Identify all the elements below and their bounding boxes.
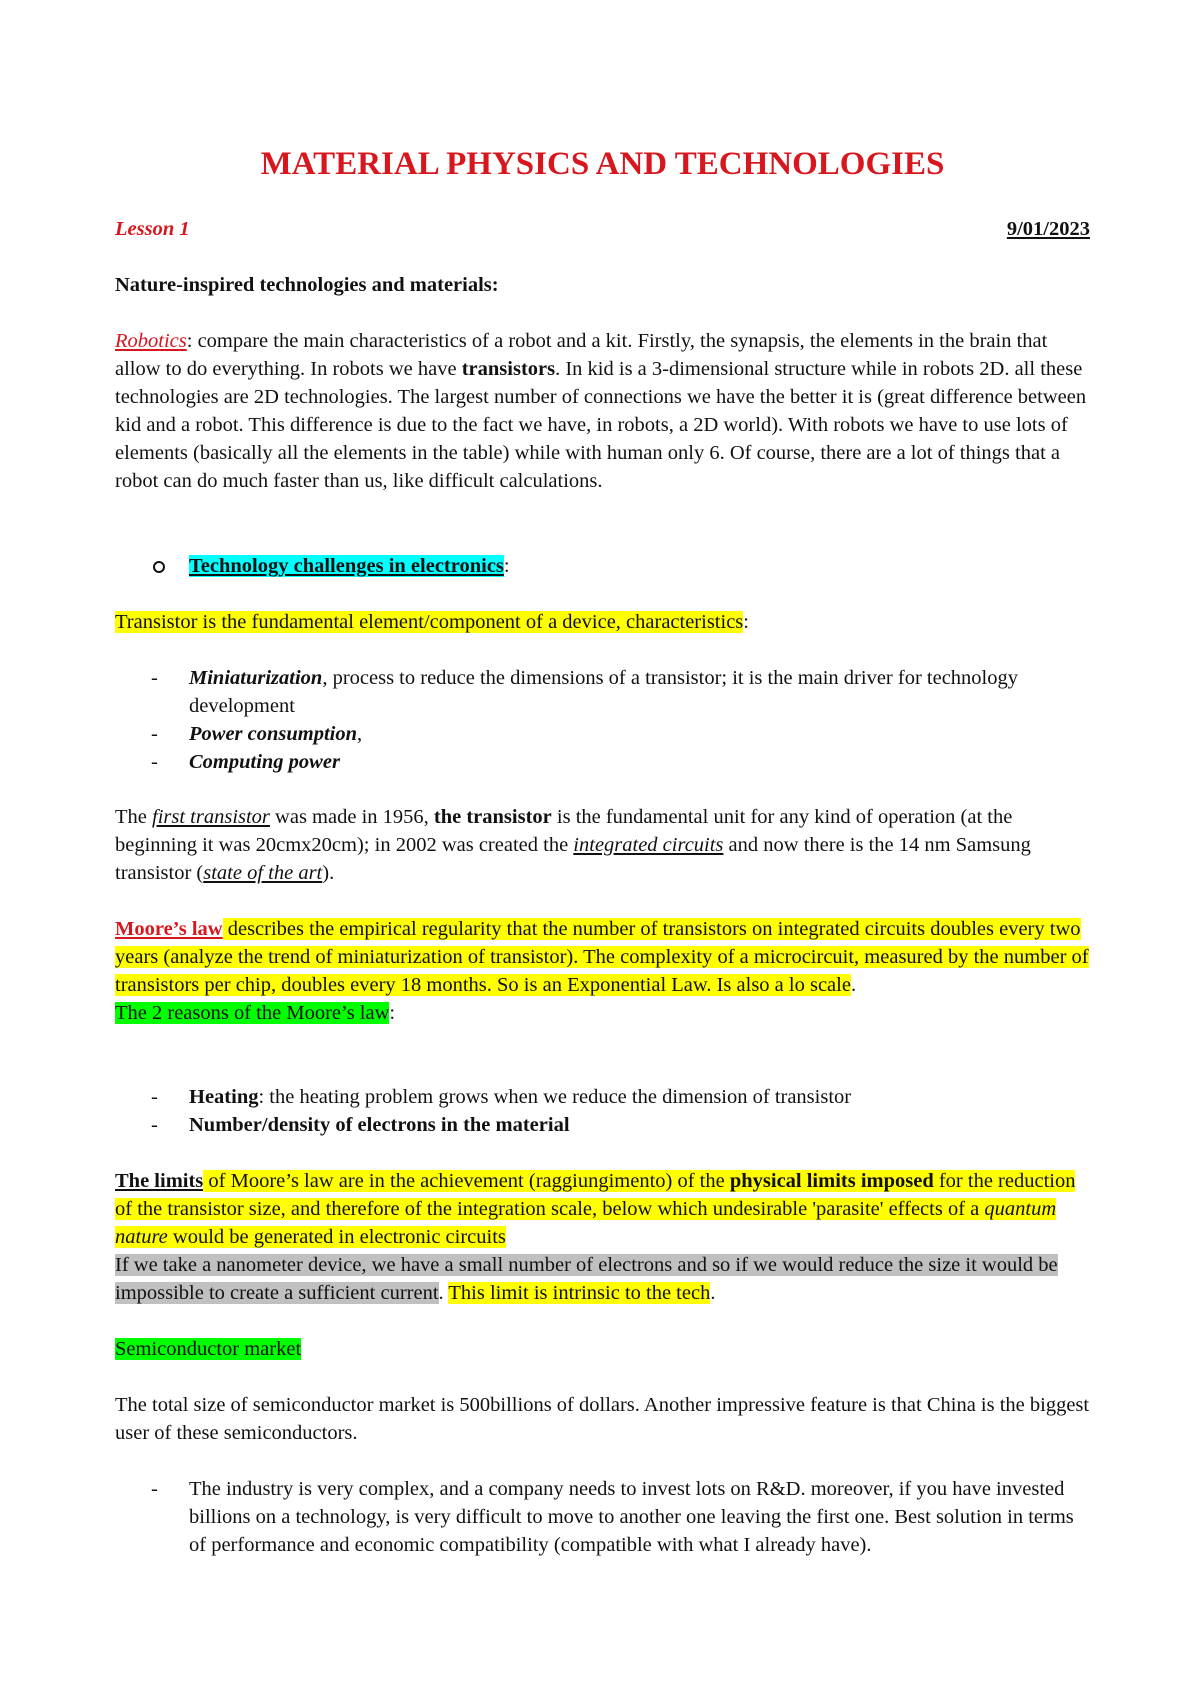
transistor-intro-text: Transistor is the fundamental element/component of a device, characteristics [115, 611, 744, 633]
dash-bullet: - [151, 667, 158, 689]
text: was made in 1956, [269, 806, 434, 828]
first-transistor-term: first transistor [152, 806, 270, 828]
list-item [115, 748, 1090, 776]
moore-term: Moore’s law [115, 918, 223, 940]
item-bold: Number/density of electrons in the material [189, 1114, 570, 1136]
robotics-text-1: : compare the main characteristics of a robot and a kit. Firstly, the synapsis, the elements in the brain that allow to do everything. In robots we have [115, 330, 1048, 380]
lesson-label: Lesson 1 [115, 218, 190, 240]
list-item [115, 664, 1090, 720]
tech-challenges-item [115, 552, 1090, 580]
item-text: , process to reduce the dimensions of a transistor; it is the main driver for technology development [189, 667, 1019, 717]
semiconductor-heading [115, 1335, 1090, 1363]
lesson-date: 9/01/2023 [1006, 218, 1090, 240]
text: The total size of semiconductor market is 500billions of dollars. Another impressive feature is that China is the biggest user of these semiconductors. [115, 1394, 1090, 1444]
dash-bullet: - [151, 1478, 158, 1500]
item-text: The industry is very complex, and a company needs to invest lots on R&D. moreover, if you have invested billions on a technology, is very difficult to move to another one leaving the first one. Best solution in terms of performance and economic compatibility (compatible with what I already have). [189, 1478, 1074, 1556]
text: for the reduction of the transistor size, and therefore of the integration scale, below which undesirable 'parasite' effects of a [115, 1170, 1076, 1220]
list-item [115, 1083, 1090, 1111]
text: is the fundamental unit for any kind of operation (at the beginning it was 20cmx20cm); in 2002 was created the [115, 806, 1013, 856]
text: : [389, 1002, 396, 1024]
item-bold: Miniaturization [189, 667, 323, 689]
text: The [115, 806, 152, 828]
item-text: , [357, 723, 363, 745]
circle-bullet-icon [153, 561, 165, 573]
dash-bullet: - [151, 723, 158, 745]
quantum-nature-term: quantum nature [115, 1198, 1057, 1248]
transistor-intro [115, 608, 1090, 636]
list-item [115, 1475, 1090, 1559]
semiconductor-paragraph [115, 1391, 1090, 1447]
industry-list [115, 1475, 1090, 1559]
item-text: : the heating problem grows when we reduce the dimension of transistor [258, 1086, 852, 1108]
item-bold: Heating [189, 1086, 259, 1108]
heading-text: Semiconductor market [115, 1338, 302, 1360]
bold-term: the transistor [433, 806, 552, 828]
tech-challenges-label: Technology challenges in electronics [189, 555, 504, 577]
bold-term: physical limits imposed [729, 1170, 934, 1192]
robotics-text-2: . In kid is a 3-dimensional structure while in robots 2D. all these technologies are 2D technologies. The largest number of connections we have the better it is (great difference between kid and a robot. This difference is due to the fact we have, in robots, a 2D world). With robots we have to use lots of elements (basically all the elements in the table) while with human only 6. Of course, there are a lot of things that a robot can do much faster than us, like difficult calculations. [115, 358, 1087, 492]
lesson-header [115, 215, 1090, 243]
item-bold: Computing power [189, 751, 340, 773]
characteristics-list [115, 664, 1090, 776]
text: . [710, 1282, 716, 1304]
state-of-art-term: state of the art [203, 862, 323, 884]
document-title: MATERIAL PHYSICS AND TECHNOLOGIES [260, 146, 945, 182]
limits-term: The limits [115, 1170, 204, 1192]
dash-bullet: - [151, 1114, 158, 1136]
reasons-list [115, 1083, 1090, 1139]
tech-challenges-colon: : [503, 555, 510, 577]
integrated-circuits-term: integrated circuits [573, 834, 724, 856]
text: would be generated in electronic circuits [167, 1226, 506, 1248]
text: . [850, 974, 857, 996]
transistor-intro-colon: : [743, 611, 749, 633]
moore-text: describes the empirical regularity that the number of transistors on integrated circuits doubles every two years (analyze the trend of miniaturization of transistor). The complexity of a microcircuit, measured by the number of transistors per chip, doubles every 18 months. So is an Exponential Law. Is also a lo scale [115, 918, 1089, 996]
moore-paragraph [115, 915, 1090, 1027]
text: and now there is the 14 nm Samsung transistor ( [115, 834, 1031, 884]
limits-paragraph [115, 1167, 1090, 1307]
robotics-bold: transistors [461, 358, 556, 380]
dash-bullet: - [151, 1086, 158, 1108]
heading-text: Nature-inspired technologies and materials: [115, 274, 499, 296]
list-item [115, 720, 1090, 748]
grey-text: If we take a nanometer device, we have a small number of electrons and so if we would reduce the size it would be impossible to create a sufficient current [115, 1254, 1058, 1304]
dash-bullet: - [151, 751, 158, 773]
robotics-paragraph [115, 327, 1090, 495]
moore-reasons: The 2 reasons of the Moore’s law [115, 1002, 390, 1024]
text: . [438, 1282, 449, 1304]
list-item [115, 1111, 1090, 1139]
text: of Moore’s law are in the achievement (raggiungimento) of the [203, 1170, 730, 1192]
section-heading-nature [115, 271, 1090, 299]
text: ). [322, 862, 335, 884]
item-bold: Power consumption [189, 723, 358, 745]
text: This limit is intrinsic to the tech [448, 1282, 711, 1304]
first-transistor-paragraph [115, 803, 1090, 887]
robotics-term: Robotics [115, 330, 187, 352]
